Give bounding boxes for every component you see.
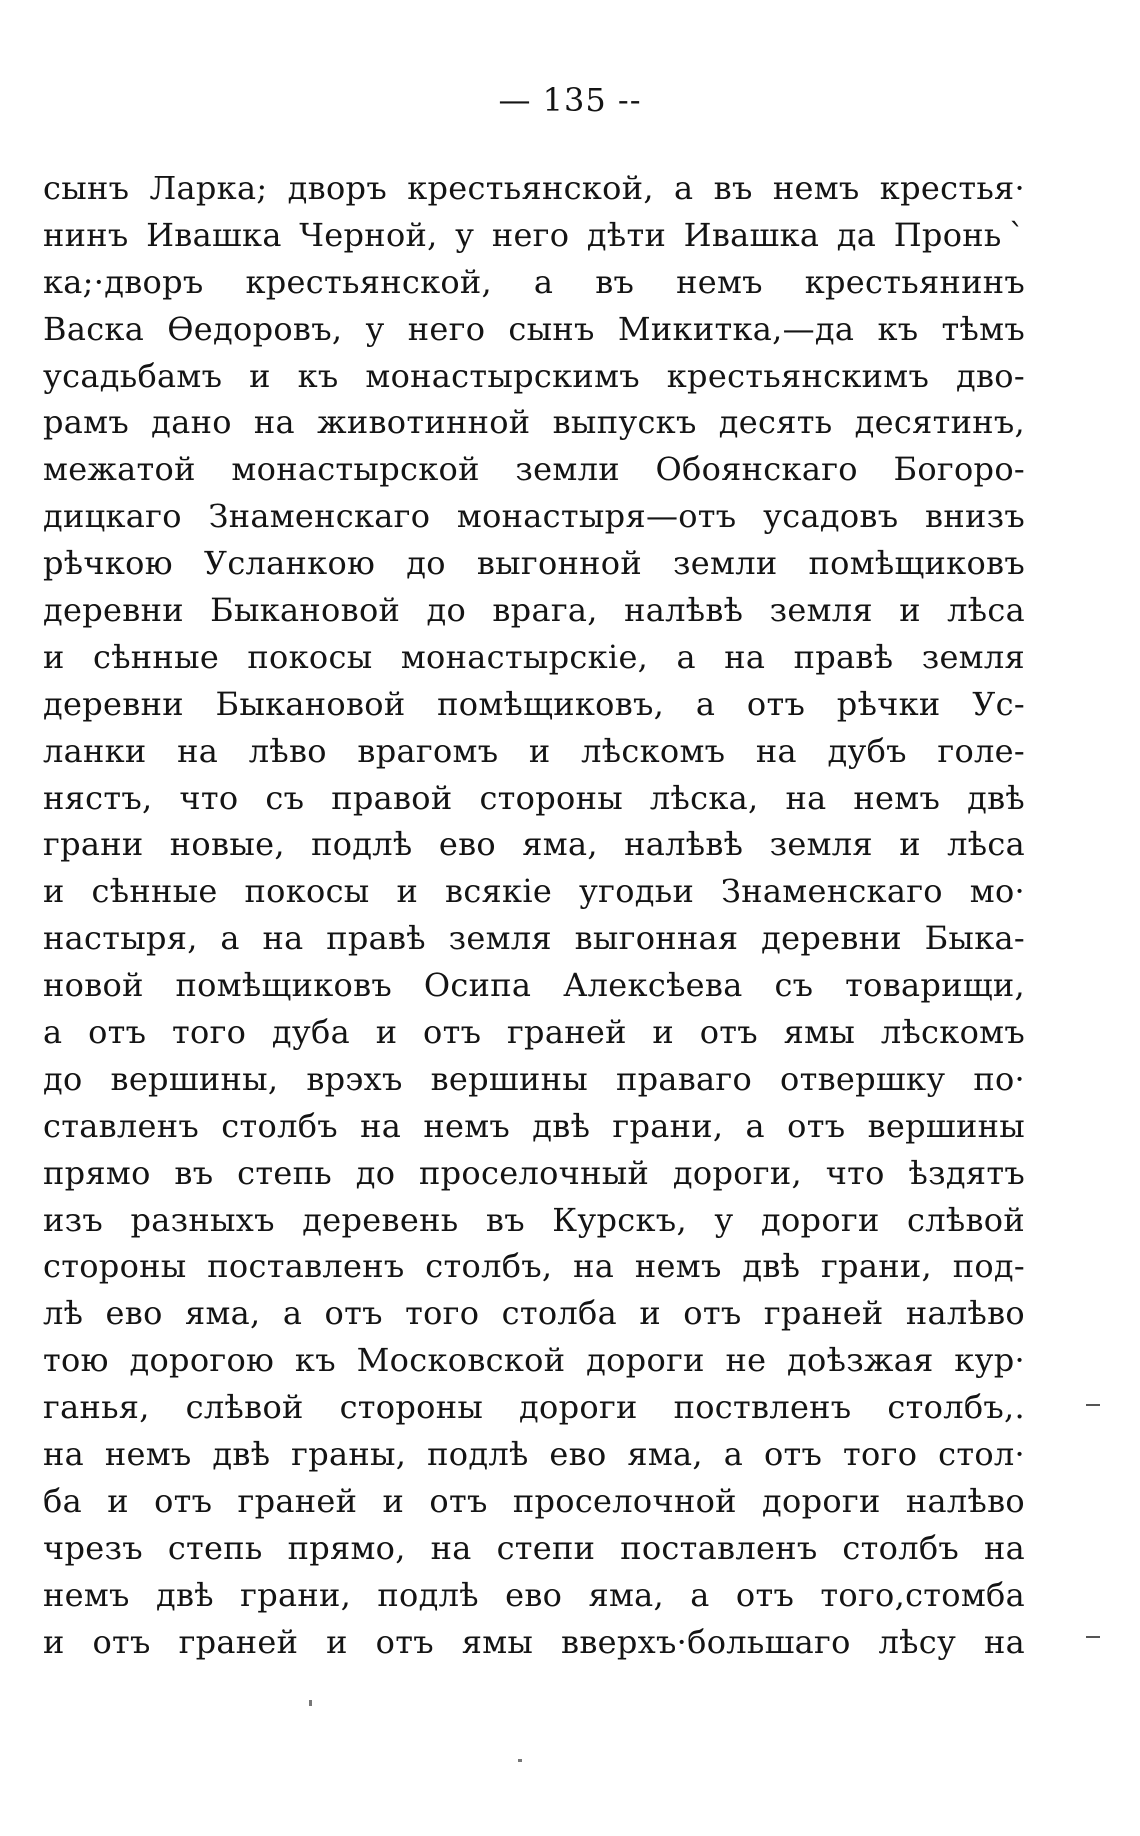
text-line: изъ разныхъ деревень въ Курскъ, у дороги слѣвой (43, 1200, 1025, 1239)
text-line: нинъ Ивашка Черной, у него дѣти Ивашка да Проньˋ (43, 215, 1025, 254)
text-line: настыря, а на правѣ земля выгонная деревни Быка- (43, 919, 1025, 958)
text-line: деревни Быкановой помѣщиковъ, а отъ рѣчки Ус- (43, 684, 1025, 723)
text-line: тою дорогою къ Московской дороги не доѣзжая кур· (43, 1341, 1025, 1380)
text-line: и отъ граней и отъ ямы вверхъ·большаго лѣсу на (43, 1622, 1025, 1661)
text-line: чрезъ степь прямо, на степи поставленъ столбъ на (43, 1528, 1025, 1567)
print-speck (518, 1759, 522, 1762)
page-number: — 135 -- (498, 81, 642, 119)
text-line: до вершины, врэхъ вершины праваго отвершку по· (43, 1059, 1025, 1098)
text-line: ганья, слѣвой стороны дороги поствленъ столбъ,. (43, 1388, 1025, 1427)
text-line: стороны поставленъ столбъ, на немъ двѣ грани, под- (43, 1247, 1025, 1286)
text-line: нястъ, что съ правой стороны лѣска, на немъ двѣ (43, 778, 1025, 817)
text-line: деревни Быкановой до врага, налѣвѣ земля и лѣса (43, 591, 1025, 630)
text-line: рамъ дано на животинной выпускъ десять десятинъ, (43, 403, 1025, 442)
text-line: ланки на лѣво врагомъ и лѣскомъ на дубъ голе- (43, 731, 1025, 770)
body-text (43, 165, 1025, 1666)
text-line: усадьбамъ и къ монастырскимъ крестьянскимъ дво- (43, 356, 1025, 395)
margin-mark (1086, 1636, 1100, 1638)
text-line: рѣчкою Усланкою до выгонной земли помѣщиковъ (43, 544, 1025, 583)
margin-mark (1086, 1404, 1100, 1406)
text-line: межатой монастырской земли Обоянскаго Богоро- (43, 450, 1025, 489)
text-line: грани новые, подлѣ ево яма, налѣвѣ земля и лѣса (43, 825, 1025, 864)
text-line: и сѣнные покосы и всякіе угодьи Знаменскаго мо· (43, 872, 1025, 911)
text-line: ставленъ столбъ на немъ двѣ грани, а отъ вершины (43, 1106, 1025, 1145)
text-line: лѣ ево яма, а отъ того столба и отъ граней налѣво (43, 1294, 1025, 1333)
text-line: ба и отъ граней и отъ проселочной дороги налѣво (43, 1481, 1025, 1520)
text-line: прямо въ степь до проселочный дороги, что ѣздятъ (43, 1153, 1025, 1192)
text-line: новой помѣщиковъ Осипа Алексѣева съ товарищи, (43, 966, 1025, 1005)
text-line: немъ двѣ грани, подлѣ ево яма, а отъ того,стомба (43, 1575, 1025, 1614)
text-line: и сѣнные покосы монастырскіе, а на правѣ земля (43, 637, 1025, 676)
text-line: ка;·дворъ крестьянской, а въ немъ крестьянинъ (43, 262, 1025, 301)
print-speck (309, 1700, 312, 1706)
text-line: на немъ двѣ граны, подлѣ ево яма, а отъ того стол· (43, 1435, 1025, 1474)
text-line: дицкаго Знаменскаго монастыря—отъ усадовъ внизъ (43, 497, 1025, 536)
text-line: сынъ Ларка; дворъ крестьянской, а въ немъ крестья· (43, 169, 1025, 207)
text-line: а отъ того дуба и отъ граней и отъ ямы лѣскомъ (43, 1013, 1025, 1052)
text-line: Васка Өедоровъ, у него сынъ Микитка,—да къ тѣмъ (43, 309, 1025, 348)
